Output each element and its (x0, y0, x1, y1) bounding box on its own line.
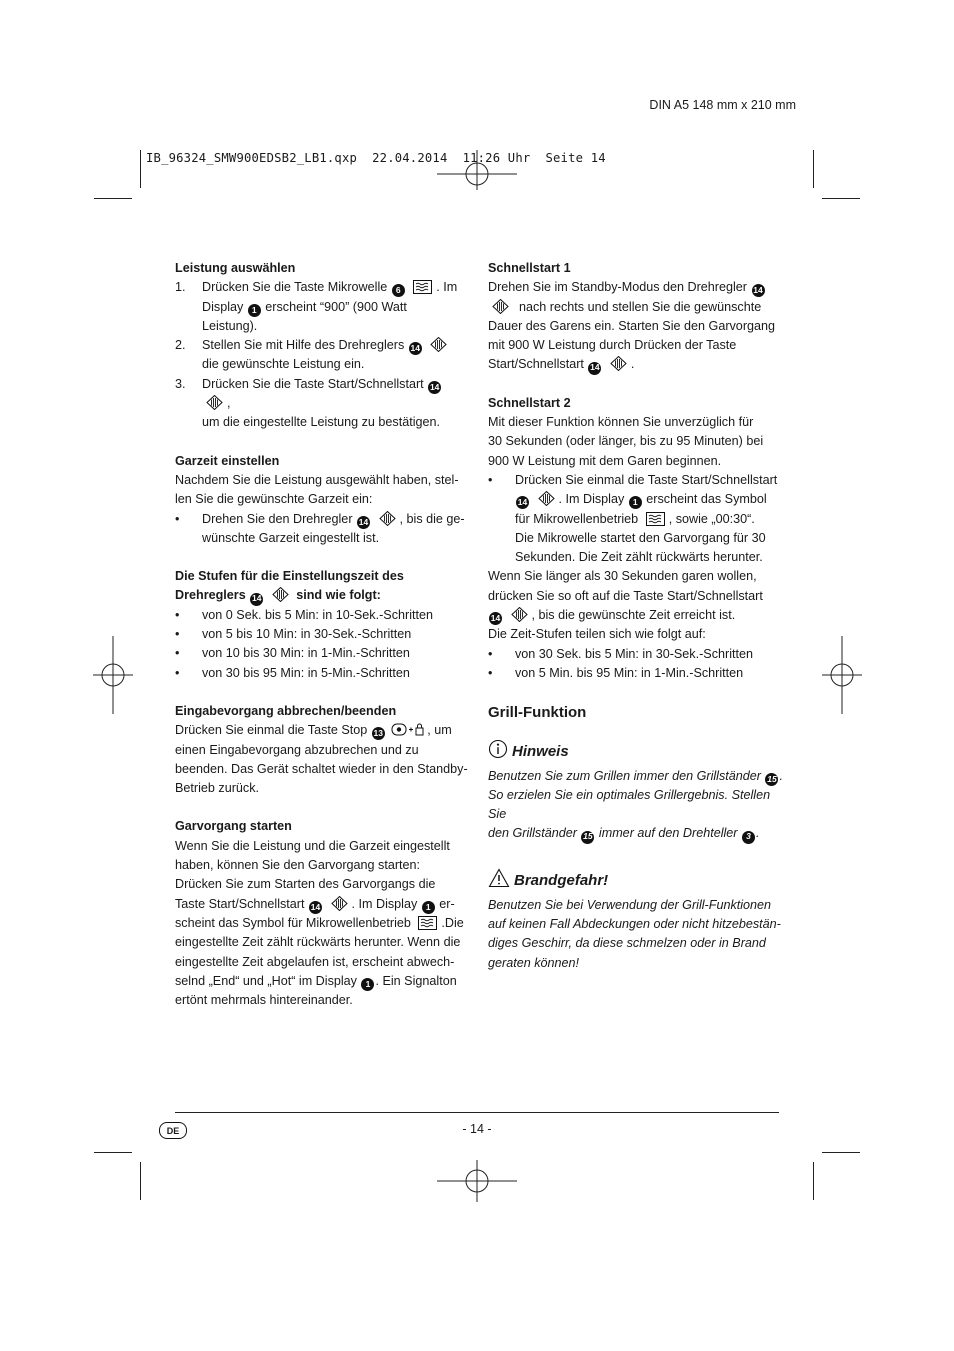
dial-icon (379, 511, 396, 526)
dial-icon (206, 395, 223, 410)
ref-badge: 1 (422, 901, 435, 914)
ref-badge: 1 (629, 496, 642, 509)
ref-badge: 3 (742, 831, 755, 844)
left-column (175, 259, 470, 1010)
warning-icon (488, 868, 510, 888)
dial-icon (511, 607, 528, 622)
ref-badge: 1 (361, 978, 374, 991)
warning-heading: Brandgefahr! (488, 868, 788, 892)
section-title: Die Stufen für die Einstellungszeit des (175, 569, 404, 584)
right-column (488, 259, 788, 973)
section-title: Garvorgang starten (175, 819, 292, 834)
paragraph-line: 900 W Leistung mit dem Garen beginnen. (488, 453, 722, 468)
paragraph-line: drücken Sie so oft auf die Taste Start/Schnellstart (488, 588, 763, 603)
dial-icon (538, 491, 555, 506)
section-title: Drehreglers 14 sind wie folgt: (175, 586, 470, 605)
paragraph-line: Dauer des Garens ein. Starten Sie den Garvorgang (488, 318, 776, 333)
ref-badge: 15 (581, 831, 594, 844)
paragraph-line: Nachdem Sie die Leistung ausgewählt haben, stel- (175, 472, 459, 487)
section-title: Schnellstart 1 (488, 261, 571, 275)
list-item: • von 30 Sek. bis 5 Min: in 30-Sek.-Schritten (488, 646, 753, 661)
stop-button-icon (391, 722, 425, 737)
paragraph-line: haben, können Sie den Garvorgang starten: (175, 858, 421, 873)
registration-mark-right (822, 636, 862, 714)
list-item: 1. Drücken Sie die Taste Mikrowelle 6 . Im Display 1 erscheint “900” (900 Watt Leistung). (175, 280, 458, 333)
paragraph-line: selnd „End“ und „Hot“ im Display 1 . Ein Signalton (175, 972, 470, 991)
registration-mark-left (93, 636, 133, 714)
paragraph-line: geraten können! (488, 955, 580, 970)
paragraph-line: ertönt mehrmals hintereinander. (175, 993, 353, 1008)
paragraph-line: 14 , bis die gewünschte Zeit erreicht ist. (488, 606, 788, 625)
page-number: - 14 - (462, 1122, 492, 1136)
list-item: • Drücken Sie einmal die Taste Start/Schnellstart 14 . Im Display 1 erscheint das Symbol für Mikrowellenbetrieb , sowie „00:30“. Die Mikrowelle startet den Garvorgang für 30 Sekunden. Die Zeit zählt rückwärts herunter. (488, 472, 778, 565)
crop-mark (140, 150, 141, 188)
paragraph-line: len Sie die gewünschte Garzeit ein: (175, 492, 373, 507)
list-item: • von 10 bis 30 Min: in 1-Min.-Schritten (175, 646, 410, 661)
paragraph-line: Drehen Sie im Standby-Modus den Drehregler 14 (488, 278, 788, 297)
section-title: Garzeit einstellen (175, 453, 280, 468)
paragraph-line: Drücken Sie zum Starten des Garvorgangs die (175, 877, 436, 892)
paragraph-line: Taste Start/Schnellstart 14 . Im Display 1 er- (175, 895, 470, 914)
paragraph-line: 30 Sekunden (oder länger, bis zu 95 Minuten) bei (488, 434, 764, 449)
microwave-icon (413, 280, 432, 294)
dial-icon (331, 896, 348, 911)
paragraph-line: Start/Schnellstart 14 . (488, 355, 788, 374)
paragraph-line: eingestellte Zeit zählt rückwärts herunter. Wenn die (175, 935, 461, 950)
list-item: 2. Stellen Sie mit Hilfe des Drehreglers 14 die gewünschte Leistung ein. (175, 336, 470, 375)
paragraph-line: So erzielen Sie ein optimales Grillergebnis. Stellen Sie (488, 787, 771, 822)
section-title: Schnellstart 2 (488, 395, 571, 410)
list-item: • von 5 bis 10 Min: in 30-Sek.-Schritten (175, 627, 412, 642)
ref-badge: 14 (489, 612, 502, 625)
paragraph-line: nach rechts und stellen Sie die gewünschte (488, 298, 788, 317)
paragraph-line: scheint das Symbol für Mikrowellenbetrieb .Die (175, 915, 464, 930)
section-title: Leistung auswählen (175, 261, 296, 275)
paragraph-line: Benutzen Sie zum Grillen immer den Grillständer 15 . (488, 767, 788, 786)
ref-badge: 13 (372, 727, 385, 740)
paragraph-line: Wenn Sie länger als 30 Sekunden garen wollen, (488, 569, 757, 584)
crop-mark (140, 1162, 141, 1200)
page-format-label: DIN A5 148 mm x 210 mm (649, 98, 796, 112)
paragraph-line: mit 900 W Leistung durch Drücken der Taste (488, 338, 737, 353)
dial-icon (272, 587, 289, 602)
dial-icon (610, 356, 627, 371)
crop-mark (813, 150, 814, 188)
ref-badge: 14 (357, 516, 370, 529)
paragraph-line: Die Zeit-Stufen teilen sich wie folgt auf: (488, 627, 706, 642)
info-icon (488, 739, 508, 759)
dial-icon (492, 299, 509, 314)
ref-badge: 15 (765, 773, 778, 786)
section-title: Eingabevorgang abbrechen/beenden (175, 703, 397, 718)
paragraph-line: den Grillständer 15 immer auf den Drehteller 3 . (488, 824, 788, 843)
registration-mark-bottom (437, 1160, 517, 1202)
paragraph-line: Benutzen Sie bei Verwendung der Grill-Funktionen (488, 897, 772, 912)
paragraph-line: Wenn Sie die Leistung und die Garzeit eingestellt (175, 838, 450, 853)
language-badge: DE (159, 1122, 187, 1139)
crop-mark (94, 198, 132, 199)
ref-badge: 6 (392, 284, 405, 297)
crop-mark (94, 1152, 132, 1153)
ref-badge: 14 (409, 342, 422, 355)
paragraph-line: auf keinen Fall Abdeckungen oder nicht hitzebestän- (488, 917, 781, 932)
microwave-icon (418, 916, 437, 930)
list-item: • von 0 Sek. bis 5 Min: in 10-Sek.-Schritten (175, 607, 433, 622)
ref-badge: 14 (516, 496, 529, 509)
list-item: 3. Drücken Sie die Taste Start/Schnellstart 14 , um die eingestellte Leistung zu bestätigen. (175, 376, 441, 430)
print-slug: IB_96324_SMW900EDSB2_LB1.qxp 22.04.2014 11:26 Uhr Seite 14 (146, 151, 606, 165)
paragraph-line: Mit dieser Funktion können Sie unverzüglich für (488, 415, 754, 430)
section-heading: Grill-Funktion (488, 704, 587, 722)
paragraph-line: einen Eingabevorgang abzubrechen und zu (175, 742, 419, 757)
paragraph-line: Drücken Sie einmal die Taste Stop 13 , um (175, 721, 470, 740)
list-item: • von 5 Min. bis 95 Min: in 1-Min.-Schritten (488, 665, 744, 680)
crop-mark (822, 198, 860, 199)
paragraph-line: Betrieb zurück. (175, 781, 259, 796)
paragraph-line: eingestellte Zeit abgelaufen ist, erscheint abwech- (175, 954, 455, 969)
ref-badge: 14 (309, 901, 322, 914)
paragraph-line: beenden. Das Gerät schaltet wieder in den Standby- (175, 761, 468, 776)
paragraph-line: diges Geschirr, da diese schmelzen oder in Brand (488, 936, 766, 951)
crop-mark (813, 1162, 814, 1200)
footer-rule (175, 1112, 779, 1113)
ref-badge: 14 (250, 593, 263, 606)
crop-mark (822, 1152, 860, 1153)
ref-badge: 14 (752, 284, 765, 297)
list-item: • von 30 bis 95 Min: in 5-Min.-Schritten (175, 665, 410, 680)
microwave-icon (646, 512, 665, 526)
list-item: • Drehen Sie den Drehregler 14 , bis die ge- wünschte Garzeit eingestellt ist. (175, 511, 465, 545)
note-heading: Hinweis (488, 739, 788, 763)
dial-icon (430, 337, 447, 352)
ref-badge: 14 (588, 362, 601, 375)
ref-badge: 14 (428, 381, 441, 394)
ref-badge: 1 (248, 304, 261, 317)
